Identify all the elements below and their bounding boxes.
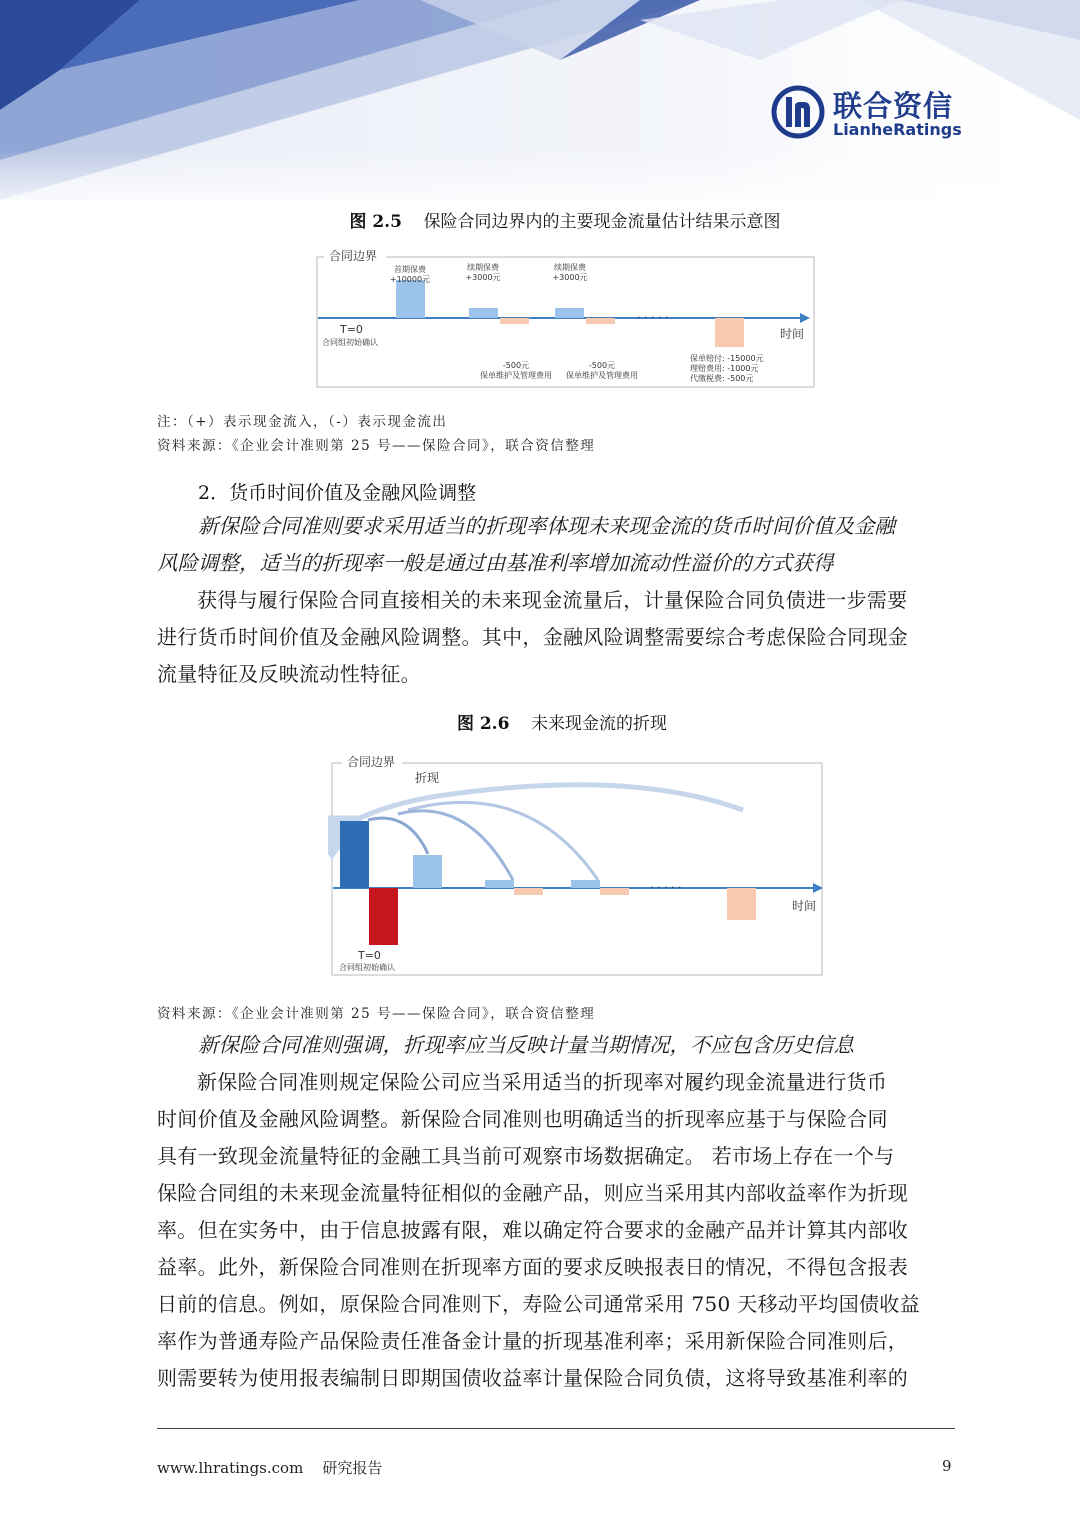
cash-outflow-bar — [586, 318, 615, 324]
footer-url-link[interactable]: www.lhratings.com — [157, 1459, 304, 1477]
text-line: 率。但在实务中，由于信息披露有限，难以确定符合要求的金融产品并计算其内部收 — [157, 1218, 909, 1242]
bar-label: -500元 — [502, 361, 530, 370]
text-line: 进行货币时间价值及金融风险调整。其中，金融风险调整需要综合考虑保险合同现金 — [157, 625, 909, 649]
bar-label: +3000元 — [465, 273, 501, 282]
text-line: 具有一致现金流量特征的金融工具当前可观察市场数据确定。 若市场上存在一个与 — [157, 1144, 895, 1168]
logo-chinese-name: 联合资信 — [833, 89, 954, 123]
figure-2-5-title — [0, 207, 1080, 232]
figure-2-5-number: 图 2.5 — [349, 212, 402, 232]
cash-inflow-bar — [469, 308, 498, 318]
logo-english-name: LianheRatings — [833, 120, 962, 139]
footer-left — [157, 1457, 382, 1478]
cash-outflow-bar — [727, 888, 756, 920]
bar-label: 首期保费 — [394, 265, 426, 274]
claims-label: 保单赔付: -15000元 — [690, 354, 764, 363]
cash-outflow-bar — [715, 318, 744, 347]
initial-outflow-bar — [369, 888, 398, 945]
figure-2-6-number: 图 2.6 — [456, 714, 510, 734]
discount-label: 折现 — [415, 771, 440, 785]
bar-label: +3000元 — [552, 273, 588, 282]
cash-inflow-bar — [485, 880, 514, 888]
contract-boundary-label: 合同边界 — [329, 249, 378, 263]
body-paragraph — [157, 582, 957, 693]
contract-boundary-box — [332, 763, 822, 975]
bar-label: -500元 — [588, 361, 616, 370]
figure-2-5-source: 资料来源：《企业会计准则第 25 号——保险合同》，联合资信整理 — [157, 438, 596, 454]
text-line: 获得与履行保险合同直接相关的未来现金流量后，计量保险合同负债进一步需要 — [197, 588, 908, 612]
claims-label: 理赔费用: -1000元 — [690, 364, 759, 373]
figure-2-5-caption: 保险合同边界内的主要现金流量估计结果示意图 — [423, 212, 781, 232]
timeline-ellipsis: · · · · · — [650, 881, 682, 894]
page-number: 9 — [942, 1457, 952, 1475]
text-line: 新保险合同准则要求采用适当的折现率体现未来现金流的货币时间价值及金融 — [198, 514, 895, 538]
text-line: 时间价值及金融风险调整。新保险合同准则也明确适当的折现率应基于与保险合同 — [157, 1107, 888, 1131]
cash-inflow-bar — [396, 280, 425, 318]
text-line: 则需要转为使用报表编制日即期国债收益率计量保险合同负债，这将导致基准利率的 — [157, 1366, 909, 1390]
figure-2-6-title — [0, 709, 1080, 734]
text-line: 风险调整，适当的折现率一般是通过由基准利率增加流动性溢价的方式获得 — [157, 551, 834, 575]
italic-lead-paragraph — [157, 1027, 957, 1064]
text-line: 新保险合同准则规定保险公司应当采用适当的折现率对履约现金流量进行货币 — [197, 1070, 888, 1094]
body-paragraph — [157, 1064, 957, 1397]
text-line: 流量特征及反映流动性特征。 — [157, 662, 421, 686]
company-logo — [770, 84, 970, 140]
cash-inflow-bar — [413, 855, 442, 888]
text-line: 保险合同组的未来现金流量特征相似的金融产品，则应当采用其内部收益率作为折现 — [157, 1181, 909, 1205]
text-line: 益率。此外，新保险合同准则在折现率方面的要求反映报表日的情况，不得包含报表 — [157, 1255, 909, 1279]
footer-report-label: 研究报告 — [322, 1459, 383, 1477]
cash-outflow-bar — [500, 318, 529, 324]
cash-outflow-bar — [514, 888, 543, 895]
time-axis-label: 时间 — [792, 899, 817, 913]
bar-label: 保单维护及管理费用 — [566, 371, 638, 380]
contract-boundary-label: 合同边界 — [347, 755, 396, 769]
section-heading: 2．货币时间价值及金融风险调整 — [198, 482, 477, 504]
figure-2-5-diagram — [312, 242, 822, 394]
t0-sublabel: 合同组初始确认 — [339, 963, 395, 972]
bar-label: 续期保费 — [554, 263, 586, 272]
bar-label: +10000元 — [389, 275, 431, 284]
figure-2-6-caption: 未来现金流的折现 — [531, 714, 668, 734]
figure-2-5-note: 注：（+）表示现金流入，（-）表示现金流出 — [157, 414, 448, 430]
text-line: 日前的信息。例如，原保险合同准则下，寿险公司通常采用 750 天移动平均国债收益 — [157, 1292, 920, 1316]
t0-label: T=0 — [340, 323, 363, 336]
figure-2-6-diagram — [328, 748, 828, 980]
bar-label: 保单维护及管理费用 — [480, 371, 552, 380]
timeline-ellipsis: · · · · · — [637, 311, 669, 324]
bar-label: 续期保费 — [467, 263, 499, 272]
t0-sublabel: 合同组初始确认 — [322, 338, 378, 347]
text-line: 新保险合同准则强调，折现率应当反映计量当期情况，不应包含历史信息 — [198, 1033, 854, 1057]
time-axis-label: 时间 — [780, 327, 805, 341]
footer-divider — [157, 1428, 955, 1429]
italic-lead-paragraph — [157, 508, 957, 582]
cash-inflow-bar — [555, 308, 584, 318]
logo-mark-icon — [770, 84, 826, 140]
cash-inflow-bar — [571, 880, 600, 888]
discounted-value-bar — [340, 821, 369, 888]
text-line: 率作为普通寿险产品保险责任准备金计量的折现基准利率；采用新保险合同准则后， — [157, 1329, 909, 1353]
cash-outflow-bar — [600, 888, 629, 895]
t0-label: T=0 — [358, 949, 381, 962]
claims-label: 代缴税费: -500元 — [690, 374, 754, 383]
figure-2-6-source: 资料来源：《企业会计准则第 25 号——保险合同》，联合资信整理 — [157, 1006, 596, 1022]
